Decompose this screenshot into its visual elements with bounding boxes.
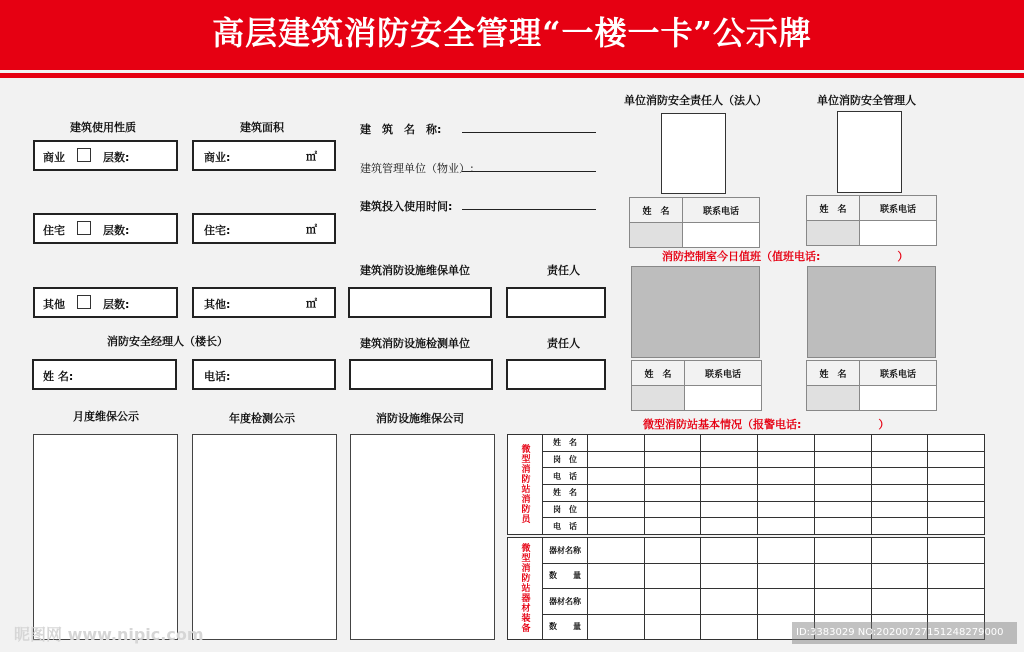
phone-cell[interactable]	[683, 223, 760, 248]
table-cell[interactable]	[644, 518, 701, 535]
start-time-label: 建筑投入使用时间:	[360, 200, 453, 213]
monthly-board	[33, 434, 178, 640]
table-cell[interactable]	[928, 484, 985, 501]
usage-checkbox[interactable]	[77, 221, 91, 235]
name-cell[interactable]	[630, 223, 683, 248]
table-cell[interactable]	[871, 518, 928, 535]
staff-row-label: 岗 位	[543, 501, 588, 518]
name-col-header: 姓 名	[632, 361, 685, 386]
equip-row-label: 器材名称	[543, 538, 588, 564]
table-cell[interactable]	[814, 435, 871, 452]
manager-unit-label: 建筑管理单位（物业）:	[360, 162, 474, 175]
table-cell[interactable]	[644, 468, 701, 485]
table-cell[interactable]	[588, 468, 645, 485]
staff-table	[507, 434, 985, 535]
area-heading: 建筑面积	[240, 121, 284, 134]
area-commercial	[192, 140, 336, 171]
building-name-label: 建 筑 名 称:	[360, 123, 442, 136]
table-cell[interactable]	[701, 484, 758, 501]
duty-photo-left	[631, 266, 760, 358]
table-cell[interactable]	[644, 451, 701, 468]
area-residential	[192, 213, 336, 244]
table-cell[interactable]	[871, 538, 928, 564]
table-cell[interactable]	[588, 435, 645, 452]
table-cell[interactable]	[871, 589, 928, 615]
table-cell[interactable]	[871, 563, 928, 589]
admin-person-table	[806, 195, 937, 246]
resp-person-heading: 单位消防安全责任人（法人）	[624, 94, 767, 107]
name-cell[interactable]	[807, 221, 860, 246]
table-cell[interactable]	[814, 468, 871, 485]
area-unit: ㎡	[306, 150, 317, 163]
duty-table-left	[631, 360, 762, 411]
building-name-line[interactable]	[462, 132, 596, 133]
resp-person-table	[629, 197, 760, 248]
table-cell[interactable]	[928, 563, 985, 589]
table-cell[interactable]	[758, 563, 815, 589]
staff-row-label: 岗 位	[543, 451, 588, 468]
station-title: 微型消防站基本情况（报警电话: ）	[643, 418, 890, 431]
test-person-heading: 责任人	[547, 337, 580, 350]
equip-group-label: 微型消防站器材装备	[519, 542, 530, 633]
table-cell[interactable]	[928, 468, 985, 485]
equip-group-cell	[508, 538, 543, 640]
usage-residential	[33, 213, 178, 244]
table-cell[interactable]	[871, 484, 928, 501]
start-time-line[interactable]	[462, 209, 596, 210]
duty-table-right	[806, 360, 937, 411]
fire-manager-phone-box[interactable]	[192, 359, 336, 390]
usage-label: 其他	[43, 298, 65, 311]
table-cell[interactable]	[644, 435, 701, 452]
usage-other	[33, 287, 178, 318]
staff-row-label: 姓 名	[543, 435, 588, 452]
watermark-left: 昵图网 www.nipic.com	[14, 625, 204, 644]
table-cell[interactable]	[644, 501, 701, 518]
name-cell[interactable]	[807, 386, 860, 411]
staff-row-label: 电 话	[543, 518, 588, 535]
area-label: 住宅:	[204, 224, 231, 237]
table-cell[interactable]	[814, 451, 871, 468]
page-title: 高层建筑消防安全管理“一楼一卡”公示牌	[212, 14, 812, 52]
table-cell[interactable]	[928, 451, 985, 468]
table-cell[interactable]	[701, 468, 758, 485]
table-cell[interactable]	[588, 589, 645, 615]
staff-group-cell	[508, 435, 543, 535]
phone-col-header: 联系电话	[685, 361, 762, 386]
table-cell[interactable]	[928, 538, 985, 564]
table-cell[interactable]	[814, 538, 871, 564]
table-cell[interactable]	[701, 435, 758, 452]
table-cell[interactable]	[814, 589, 871, 615]
floors-label: 层数:	[103, 151, 130, 164]
table-cell[interactable]	[701, 563, 758, 589]
phone-col-header: 联系电话	[860, 196, 937, 221]
resp-person-photo	[661, 113, 726, 194]
floors-label: 层数:	[103, 224, 130, 237]
area-unit: ㎡	[306, 297, 317, 310]
maint-person-heading: 责任人	[547, 264, 580, 277]
admin-person-photo	[837, 111, 902, 193]
table-cell[interactable]	[758, 518, 815, 535]
table-cell[interactable]	[814, 518, 871, 535]
test-unit-heading: 建筑消防设施检测单位	[360, 337, 470, 350]
staff-row-label: 姓 名	[543, 484, 588, 501]
table-cell[interactable]	[588, 518, 645, 535]
company-board	[350, 434, 495, 640]
fire-manager-phone-label: 电话:	[204, 370, 231, 383]
table-cell[interactable]	[758, 451, 815, 468]
maint-unit-heading: 建筑消防设施维保单位	[360, 264, 470, 277]
area-unit: ㎡	[306, 223, 317, 236]
table-cell[interactable]	[701, 501, 758, 518]
usage-commercial	[33, 140, 178, 171]
table-cell[interactable]	[701, 518, 758, 535]
fire-manager-name-box[interactable]	[32, 359, 177, 390]
table-cell[interactable]	[871, 501, 928, 518]
table-cell[interactable]	[758, 501, 815, 518]
duty-photo-right	[807, 266, 936, 358]
monthly-heading: 月度维保公示	[73, 410, 139, 423]
table-cell[interactable]	[701, 589, 758, 615]
phone-cell[interactable]	[685, 386, 762, 411]
name-col-header: 姓 名	[807, 196, 860, 221]
table-cell[interactable]	[758, 484, 815, 501]
manager-unit-line[interactable]	[462, 171, 596, 172]
usage-checkbox[interactable]	[77, 148, 91, 162]
staff-group-label: 微型消防站消防员	[519, 443, 530, 524]
admin-person-heading: 单位消防安全管理人	[817, 94, 916, 107]
annual-heading: 年度检测公示	[229, 412, 295, 425]
usage-heading: 建筑使用性质	[70, 121, 136, 134]
usage-label: 住宅	[43, 224, 65, 237]
table-cell[interactable]	[758, 589, 815, 615]
table-cell[interactable]	[644, 538, 701, 564]
test-unit-box[interactable]	[349, 359, 493, 390]
duty-title: 消防控制室今日值班（值班电话: ）	[662, 250, 909, 263]
watermark-right: ID:3383029 NO:20200727151248279000	[792, 622, 1017, 644]
table-cell[interactable]	[871, 468, 928, 485]
phone-cell[interactable]	[860, 221, 937, 246]
equip-row-label: 数 量	[543, 563, 588, 589]
name-col-header: 姓 名	[807, 361, 860, 386]
maint-person-box[interactable]	[506, 287, 606, 318]
area-label: 其他:	[204, 298, 231, 311]
table-cell[interactable]	[758, 435, 815, 452]
area-label: 商业:	[204, 151, 231, 164]
banner-divider	[0, 73, 1024, 78]
table-cell[interactable]	[701, 451, 758, 468]
table-cell[interactable]	[928, 435, 985, 452]
table-cell[interactable]	[871, 451, 928, 468]
company-heading: 消防设施维保公司	[376, 412, 464, 425]
table-cell[interactable]	[588, 563, 645, 589]
test-person-box[interactable]	[506, 359, 606, 390]
phone-cell[interactable]	[860, 386, 937, 411]
table-cell[interactable]	[928, 518, 985, 535]
table-cell[interactable]	[588, 501, 645, 518]
table-cell[interactable]	[928, 501, 985, 518]
name-cell[interactable]	[632, 386, 685, 411]
annual-board	[192, 434, 337, 640]
table-cell[interactable]	[701, 538, 758, 564]
table-cell[interactable]	[701, 614, 758, 640]
table-cell[interactable]	[928, 589, 985, 615]
name-col-header: 姓 名	[630, 198, 683, 223]
table-cell[interactable]	[814, 484, 871, 501]
fire-manager-heading: 消防安全经理人（楼长）	[107, 335, 228, 348]
table-cell[interactable]	[758, 468, 815, 485]
table-cell[interactable]	[588, 614, 645, 640]
phone-col-header: 联系电话	[860, 361, 937, 386]
table-cell[interactable]	[871, 435, 928, 452]
table-cell[interactable]	[814, 501, 871, 518]
maint-unit-box[interactable]	[348, 287, 492, 318]
table-cell[interactable]	[588, 538, 645, 564]
table-cell[interactable]	[644, 589, 701, 615]
table-cell[interactable]	[758, 538, 815, 564]
equip-row-label: 数 量	[543, 614, 588, 640]
table-cell[interactable]	[644, 563, 701, 589]
table-cell[interactable]	[644, 484, 701, 501]
phone-col-header: 联系电话	[683, 198, 760, 223]
usage-label: 商业	[43, 151, 65, 164]
table-cell[interactable]	[588, 451, 645, 468]
equip-row-label: 器材名称	[543, 589, 588, 615]
fire-manager-name-label: 姓 名:	[43, 370, 74, 383]
table-cell[interactable]	[644, 614, 701, 640]
usage-checkbox[interactable]	[77, 295, 91, 309]
table-cell[interactable]	[588, 484, 645, 501]
staff-row-label: 电 话	[543, 468, 588, 485]
floors-label: 层数:	[103, 298, 130, 311]
area-other	[192, 287, 336, 318]
table-cell[interactable]	[814, 563, 871, 589]
